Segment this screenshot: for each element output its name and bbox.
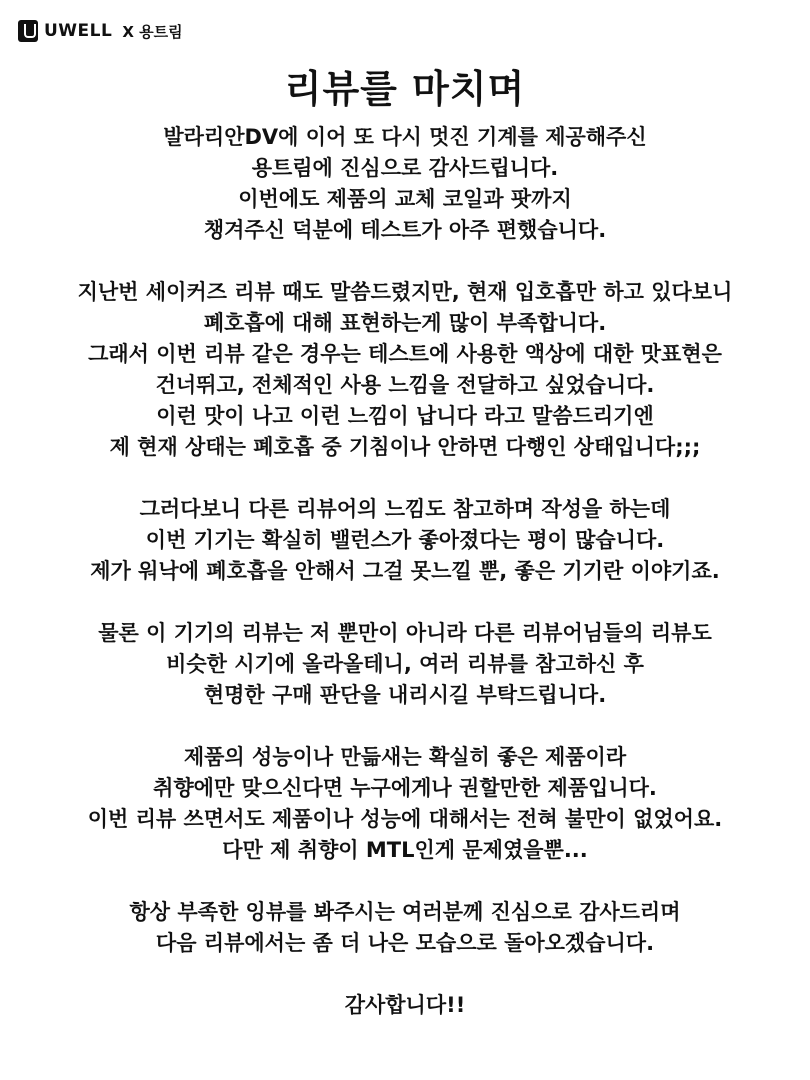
paragraph-performance: [30, 742, 780, 866]
text-line: 취향에만 맞으신다면 누구에게나 권할만한 제품입니다.: [153, 776, 657, 800]
text-line: 이번 기기는 확실히 밸런스가 좋아졌다는 평이 많습니다.: [145, 528, 665, 552]
text-line: 그래서 이번 리뷰 같은 경우는 테스트에 사용한 액상에 대한 맛표현은: [88, 342, 722, 366]
text-line: 챙겨주신 덕분에 테스트가 아주 편했습니다.: [203, 218, 607, 242]
text-line: 건너뛰고, 전체적인 사용 느낌을 전달하고 싶었습니다.: [155, 373, 655, 397]
text-line: 현명한 구매 판단을 내리시길 부탁드립니다.: [203, 683, 607, 707]
paragraph-thanks: [30, 122, 780, 246]
text-line: 그러다보니 다른 리뷰어의 느낌도 참고하며 작성을 하는데: [139, 497, 671, 521]
paragraph-closing: [30, 897, 780, 959]
text-line: 이번에도 제품의 교체 코일과 팟까지: [238, 187, 572, 211]
text-line: 이번 리뷰 쓰면서도 제품이나 성능에 대해서는 전혀 불만이 없었어요.: [87, 807, 723, 831]
text-line: 지난번 세이커즈 리뷰 때도 말씀드렸지만, 현재 입호흡만 하고 있다보니: [77, 280, 733, 304]
paragraph-disclaimer: [30, 277, 780, 463]
brand-header: [18, 18, 183, 44]
paragraph-final-thanks: [30, 990, 780, 1021]
text-line: 항상 부족한 잉뷰를 봐주시는 여러분께 진심으로 감사드리며: [129, 900, 681, 924]
brand-collab: X 용트림: [122, 22, 183, 41]
uwell-logo-icon: [18, 20, 38, 42]
review-body: [30, 122, 780, 1052]
text-line: 발라리안DV에 이어 또 다시 멋진 기계를 제공해주신: [163, 125, 647, 149]
text-line: 이런 맛이 나고 이런 느낌이 납니다 라고 말씀드리기엔: [156, 404, 654, 428]
text-line: 제가 워낙에 폐호흡을 안해서 그걸 못느낄 뿐, 좋은 기기란 이야기죠.: [90, 559, 720, 583]
text-line: 감사합니다!!: [344, 993, 466, 1017]
text-line: 제 현재 상태는 폐호흡 중 기침이나 안하면 다행인 상태입니다;;;: [109, 435, 701, 459]
text-line: 다음 리뷰에서는 좀 더 나은 모습으로 돌아오겠습니다.: [155, 931, 655, 955]
page-title: 리뷰를 마치며: [284, 67, 526, 111]
brand-name: UWELL: [44, 21, 113, 41]
text-line: 다만 제 취향이 MTL인게 문제였을뿐...: [222, 838, 588, 862]
text-line: 제품의 성능이나 만듦새는 확실히 좋은 제품이라: [183, 745, 627, 769]
text-line: 폐호흡에 대해 표현하는게 많이 부족합니다.: [203, 311, 607, 335]
text-line: 비슷한 시기에 올라올테니, 여러 리뷰를 참고하신 후: [166, 652, 644, 676]
paragraph-balance: [30, 494, 780, 587]
text-line: 용트림에 진심으로 감사드립니다.: [251, 156, 559, 180]
paragraph-other-reviews: [30, 618, 780, 711]
text-line: 물론 이 기기의 리뷰는 저 뿐만이 아니라 다른 리뷰어님들의 리뷰도: [98, 621, 712, 645]
